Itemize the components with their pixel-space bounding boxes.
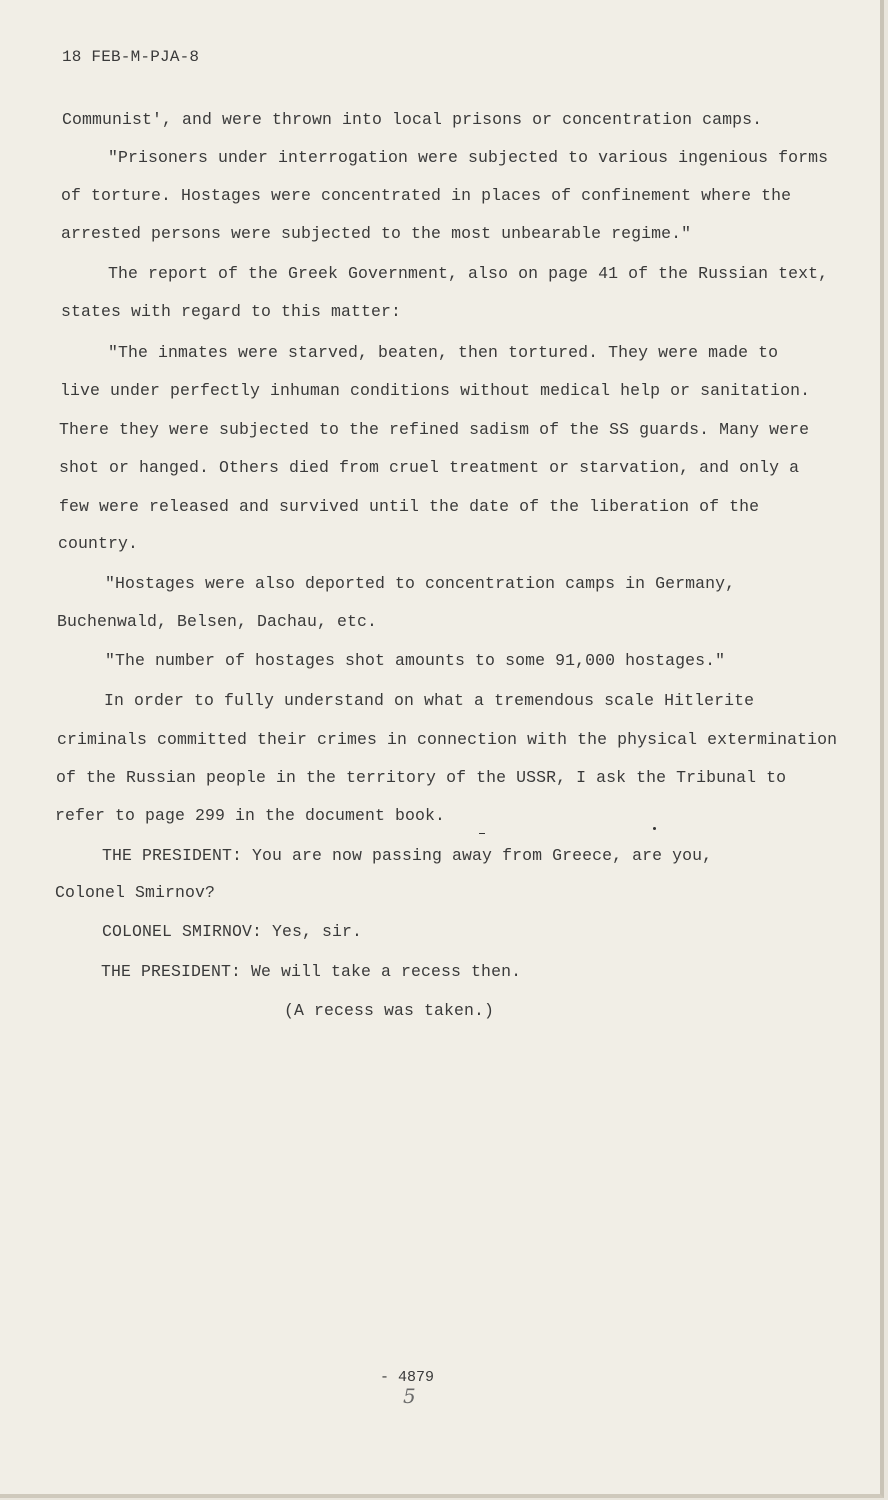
text-line: arrested persons were subjected to the most unbearable regime." xyxy=(61,224,692,243)
ink-speck xyxy=(653,827,656,830)
ink-mark xyxy=(479,833,485,834)
speaker-line: THE PRESIDENT: We will take a recess then. xyxy=(101,962,522,981)
text-line: of torture. Hostages were concentrated in places of confinement where the xyxy=(61,186,792,205)
text-line: shot or hanged. Others died from cruel treatment or starvation, and only a xyxy=(59,458,800,477)
speaker-line: COLONEL SMIRNOV: Yes, sir. xyxy=(102,922,363,941)
speaker-line: Colonel Smirnov? xyxy=(55,883,216,902)
text-line: criminals committed their crimes in connection with the physical extermination xyxy=(57,730,838,749)
text-line: There they were subjected to the refined sadism of the SS guards. Many were xyxy=(59,420,810,439)
text-line: live under perfectly inhuman conditions without medical help or sanitation. xyxy=(60,381,811,400)
text-line: Buchenwald, Belsen, Dachau, etc. xyxy=(57,612,378,631)
text-line: "The inmates were starved, beaten, then tortured. They were made to xyxy=(108,343,779,362)
page-number: - 4879 xyxy=(380,1369,435,1386)
text-line: "Hostages were also deported to concentration camps in Germany, xyxy=(105,574,736,593)
text-line: of the Russian people in the territory of the USSR, I ask the Tribunal to xyxy=(56,768,787,787)
text-line: Communist', and were thrown into local prisons or concentration camps. xyxy=(62,110,763,129)
text-line: "The number of hostages shot amounts to some 91,000 hostages." xyxy=(105,651,726,670)
speaker-line: THE PRESIDENT: You are now passing away from Greece, are you, xyxy=(102,846,713,865)
text-line: The report of the Greek Government, also on page 41 of the Russian text, xyxy=(108,264,829,283)
text-line: few were released and survived until the date of the liberation of the xyxy=(59,497,760,516)
text-line: "Prisoners under interrogation were subjected to various ingenious forms xyxy=(108,148,829,167)
text-line: country. xyxy=(58,534,139,553)
document-reference: 18 FEB-M-PJA-8 xyxy=(62,48,200,66)
text-line: states with regard to this matter: xyxy=(61,302,402,321)
handwritten-page-number: 5 xyxy=(403,1384,416,1408)
text-line: refer to page 299 in the document book. xyxy=(55,806,446,825)
stage-direction: (A recess was taken.) xyxy=(284,1001,495,1020)
text-line: In order to fully understand on what a tremendous scale Hitlerite xyxy=(104,691,755,710)
